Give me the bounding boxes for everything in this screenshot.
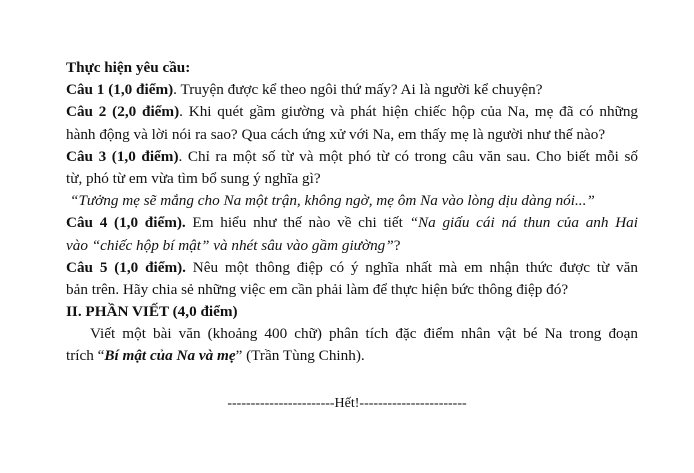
question-2: Câu 2 (2,0 điểm). Khi quét gầm giường và phát hiện chiếc hộp của Na, mẹ đã có những [66, 103, 638, 121]
question-1: Câu 1 (1,0 điểm). Truyện được kể theo ngôi thứ mấy? Ai là người kể chuyện? [66, 81, 543, 99]
end-marker: -----------------------Hết!----------------------- [227, 396, 467, 411]
exam-document [66, 57, 638, 368]
question-2-cont: hành động và lời nói ra sao? Qua cách ứng xử với Na, em thấy mẹ là người như thế nào? [66, 125, 606, 143]
question-3-cont: từ, phó từ em vừa tìm bổ sung ý nghĩa gì? [66, 169, 321, 187]
work-title: Bí mật của Na và mẹ [104, 347, 236, 365]
section-2-text: Viết một bài văn (khoảng 400 chữ) phân tích đặc điểm nhân vật bé Na trong đoạn [90, 325, 638, 343]
question-3: Câu 3 (1,0 điểm). Chỉ ra một số từ và một phó từ có trong câu văn sau. Cho biết mỗi số [66, 147, 638, 165]
question-5-label: Câu 5 (1,0 điểm). [66, 258, 186, 276]
question-5-cont: bản trên. Hãy chia sẻ những việc em cần phải làm để thực hiện bức thông điệp đó? [66, 280, 569, 298]
section-2-text-cont: trích “Bí mật của Na và mẹ” (Trần Tùng Chinh). [66, 347, 365, 365]
question-3-quote: “Tưởng mẹ sẽ mắng cho Na một trận, không ngờ, mẹ ôm Na vào lòng dịu dàng nói...” [70, 192, 595, 210]
question-5: Câu 5 (1,0 điểm). Nêu một thông điệp có ý nghĩa nhất mà em nhận thức được từ văn [66, 258, 638, 276]
question-3-label: Câu 3 (1,0 điểm) [66, 147, 179, 165]
section-2-title: II. PHẦN VIẾT (4,0 điểm) [66, 303, 238, 321]
question-4-cont: vào “chiếc hộp bí mật” và nhét sâu vào gầm giường”? [66, 236, 401, 254]
question-4: Câu 4 (1,0 điểm). Em hiểu như thế nào về chi tiết “Na giấu cái ná thun của anh Hai [66, 214, 638, 232]
heading: Thực hiện yêu cầu: [66, 59, 191, 76]
question-4-label: Câu 4 (1,0 điểm). [66, 214, 186, 232]
question-2-label: Câu 2 (2,0 điểm) [66, 103, 180, 121]
question-1-label: Câu 1 (1,0 điểm) [66, 81, 174, 99]
